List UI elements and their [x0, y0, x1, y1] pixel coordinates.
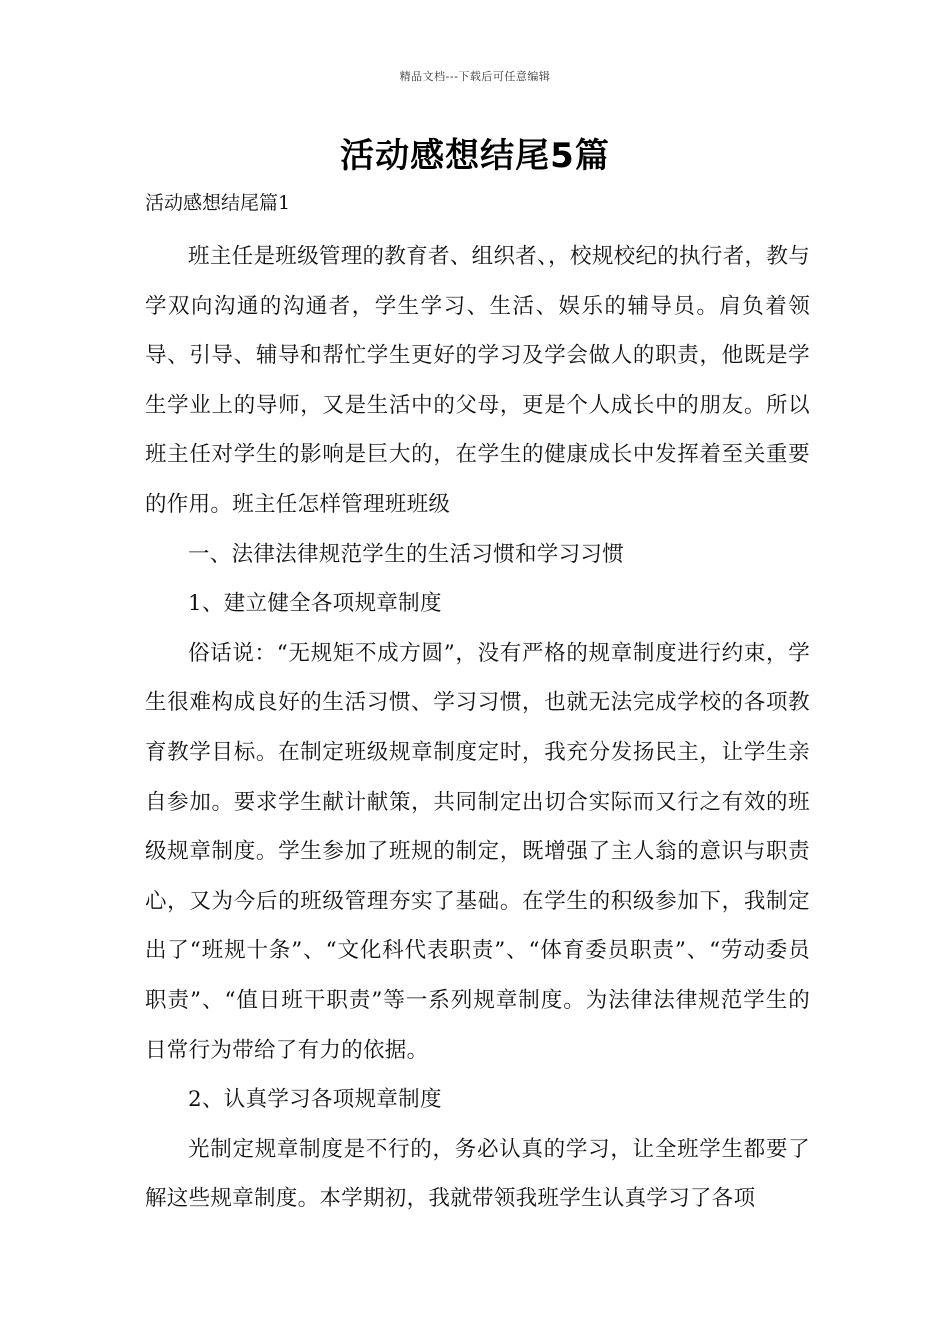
paragraph: 光制定规章制度是不行的，务必认真的学习，让全班学生都要了解这些规章制度。本学期初，我就带领我班学生认真学习了各项	[145, 1136, 810, 1212]
paragraph: 班主任是班级管理的教育者、组织者、，校规校纪的执行者，教与学双向沟通的沟通者，学生学习、生活、娱乐的辅导员。肩负着领导、引导、辅导和帮忙学生更好的学习及学会做人的职责，他既是学生学业上的导师，又是生活中的父母，更是个人成长中的朋友。所以班主任对学生的影响是巨大的，在学生的健康成长中发挥着至关重要的作用。班主任怎样管理班班级	[145, 244, 810, 517]
header-watermark: 精品文档---下载后可任意编辑	[399, 70, 551, 83]
section-heading: 活动感想结尾篇1	[145, 192, 291, 214]
paragraph: 一、法律法律规范学生的生活习惯和学习习惯	[188, 541, 625, 567]
paragraph: 1、建立健全各项规章制度	[188, 591, 442, 617]
paragraph: 2、认真学习各项规章制度	[188, 1087, 442, 1113]
document-body	[145, 232, 810, 1224]
paragraph: 俗话说：“无规矩不成方圆”，没有严格的规章制度进行约束，学生很难构成良好的生活习惯、学习习惯，也就无法完成学校的各项教育教学目标。在制定班级规章制度定时，我充分发扬民主，让学生亲自参加。要求学生献计献策，共同制定出切合实际而又行之有效的班级规章制度。学生参加了班规的制定，既增强了主人翁的意识与职责心，又为今后的班级管理夯实了基础。在学生的积级参加下，我制定出了“班规十条”、“文化科代表职责”、“体育委员职责”、“劳动委员职责”、“值日班干职责”等一系列规章制度。为法律法律规范学生的日常行为带给了有力的依据。	[145, 640, 810, 1063]
document-title: 活动感想结尾5篇	[340, 136, 610, 176]
